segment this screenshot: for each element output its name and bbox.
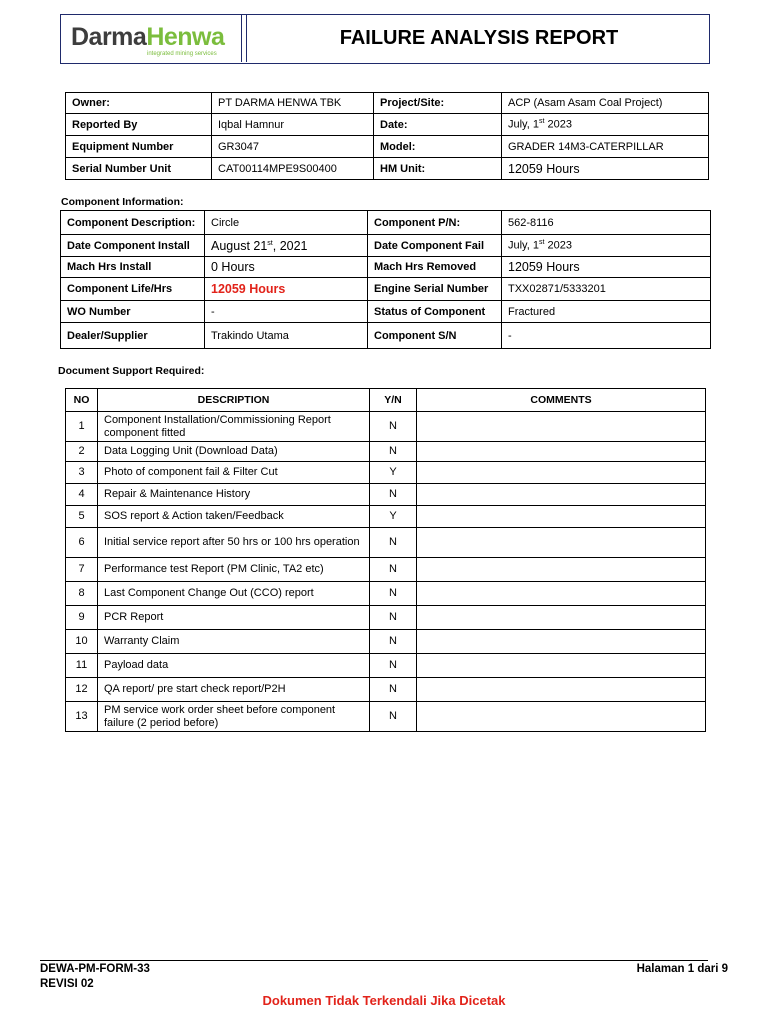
- table-row: [66, 558, 706, 582]
- table-row: [61, 235, 711, 257]
- component-pn-value: 562-8116: [502, 211, 711, 235]
- row-number: 8: [66, 582, 98, 606]
- row-comment: [417, 702, 706, 732]
- table-row: [66, 506, 706, 528]
- page-number: Halaman 1 dari 9: [636, 963, 728, 975]
- col-header-comments: COMMENTS: [417, 389, 706, 412]
- report-header: [60, 14, 710, 64]
- table-row: [66, 462, 706, 484]
- row-yes-no: Y: [370, 462, 417, 484]
- table-row: [66, 702, 706, 732]
- component-description-label: Component Description:: [61, 211, 205, 235]
- reported-by-value: Iqbal Hamnur: [212, 114, 374, 136]
- dealer-label: Dealer/Supplier: [61, 323, 205, 349]
- row-number: 5: [66, 506, 98, 528]
- table-row: [66, 528, 706, 558]
- table-row: [66, 114, 709, 136]
- col-header-no: NO: [66, 389, 98, 412]
- col-header-description: DESCRIPTION: [98, 389, 370, 412]
- table-row: [66, 582, 706, 606]
- table-row: [66, 678, 706, 702]
- row-description: Warranty Claim: [98, 630, 370, 654]
- table-row: [61, 211, 711, 235]
- row-description: SOS report & Action taken/Feedback: [98, 506, 370, 528]
- row-description: Performance test Report (PM Clinic, TA2 etc): [98, 558, 370, 582]
- table-row: [66, 630, 706, 654]
- company-logo: [61, 15, 242, 62]
- row-comment: [417, 606, 706, 630]
- component-sn-label: Component S/N: [368, 323, 502, 349]
- row-yes-no: N: [370, 630, 417, 654]
- row-number: 11: [66, 654, 98, 678]
- row-number: 2: [66, 442, 98, 462]
- component-info-table: [60, 210, 711, 349]
- serial-number-label: Serial Number Unit: [66, 158, 212, 180]
- table-row: [66, 136, 709, 158]
- row-number: 3: [66, 462, 98, 484]
- row-comment: [417, 528, 706, 558]
- row-comment: [417, 506, 706, 528]
- component-pn-label: Component P/N:: [368, 211, 502, 235]
- row-description: Repair & Maintenance History: [98, 484, 370, 506]
- row-number: 1: [66, 412, 98, 442]
- dealer-value: Trakindo Utama: [205, 323, 368, 349]
- date-install-value: August 21st, 2021: [205, 235, 368, 257]
- row-number: 12: [66, 678, 98, 702]
- engine-serial-value: TXX02871/5333201: [502, 278, 711, 301]
- model-label: Model:: [374, 136, 502, 158]
- owner-label: Owner:: [66, 93, 212, 114]
- row-yes-no: N: [370, 678, 417, 702]
- document-rows: [66, 412, 706, 732]
- mach-hrs-install-value: 0 Hours: [205, 257, 368, 278]
- row-yes-no: N: [370, 442, 417, 462]
- row-comment: [417, 558, 706, 582]
- revision: REVISI 02: [40, 978, 94, 990]
- table-header-row: [66, 389, 706, 412]
- logo-text-darma: Darma: [71, 23, 147, 51]
- footer-divider: [40, 960, 708, 961]
- serial-number-value: CAT00114MPE9S00400: [212, 158, 374, 180]
- table-row: [66, 158, 709, 180]
- table-row: [66, 412, 706, 442]
- row-description: Last Component Change Out (CCO) report: [98, 582, 370, 606]
- status-label: Status of Component: [368, 301, 502, 323]
- logo-text-henwa: Henwa: [146, 23, 225, 51]
- table-row: [61, 301, 711, 323]
- row-number: 10: [66, 630, 98, 654]
- equipment-number-label: Equipment Number: [66, 136, 212, 158]
- row-comment: [417, 654, 706, 678]
- hm-unit-value: 12059 Hours: [502, 158, 709, 180]
- row-comment: [417, 412, 706, 442]
- date-value: July, 1st 2023: [502, 114, 709, 136]
- equipment-number-value: GR3047: [212, 136, 374, 158]
- owner-value: PT DARMA HENWA TBK: [212, 93, 374, 114]
- project-label: Project/Site:: [374, 93, 502, 114]
- row-description: Photo of component fail & Filter Cut: [98, 462, 370, 484]
- row-yes-no: Y: [370, 506, 417, 528]
- wo-number-value: -: [205, 301, 368, 323]
- table-row: [66, 606, 706, 630]
- row-comment: [417, 462, 706, 484]
- component-life-value: 12059 Hours: [205, 278, 368, 301]
- documents-section-label: Document Support Required:: [58, 365, 205, 377]
- row-comment: [417, 678, 706, 702]
- uncontrolled-notice: Dokumen Tidak Terkendali Jika Dicetak: [262, 993, 506, 1008]
- table-row: [66, 93, 709, 114]
- table-row: [66, 484, 706, 506]
- model-value: GRADER 14M3-CATERPILLAR: [502, 136, 709, 158]
- status-value: Fractured: [502, 301, 711, 323]
- row-yes-no: N: [370, 582, 417, 606]
- table-row: [66, 442, 706, 462]
- row-number: 9: [66, 606, 98, 630]
- logo-tagline: integrated mining services: [147, 51, 217, 57]
- row-yes-no: N: [370, 528, 417, 558]
- reported-by-label: Reported By: [66, 114, 212, 136]
- row-comment: [417, 630, 706, 654]
- mach-hrs-removed-label: Mach Hrs Removed: [368, 257, 502, 278]
- wo-number-label: WO Number: [61, 301, 205, 323]
- row-number: 7: [66, 558, 98, 582]
- engine-serial-label: Engine Serial Number: [368, 278, 502, 301]
- row-yes-no: N: [370, 654, 417, 678]
- row-yes-no: N: [370, 484, 417, 506]
- row-number: 13: [66, 702, 98, 732]
- table-row: [61, 323, 711, 349]
- form-code: DEWA-PM-FORM-33: [40, 963, 150, 975]
- row-description: QA report/ pre start check report/P2H: [98, 678, 370, 702]
- page-title: FAILURE ANALYSIS REPORT: [339, 27, 619, 49]
- row-yes-no: N: [370, 558, 417, 582]
- row-yes-no: N: [370, 702, 417, 732]
- table-row: [66, 654, 706, 678]
- row-yes-no: N: [370, 412, 417, 442]
- hm-unit-label: HM Unit:: [374, 158, 502, 180]
- row-description: PCR Report: [98, 606, 370, 630]
- row-comment: [417, 582, 706, 606]
- table-row: [61, 278, 711, 301]
- date-fail-value: July, 1st 2023: [502, 235, 711, 257]
- table-row: [61, 257, 711, 278]
- row-description: Initial service report after 50 hrs or 100 hrs operation: [98, 528, 370, 558]
- component-sn-value: -: [502, 323, 711, 349]
- date-fail-label: Date Component Fail: [368, 235, 502, 257]
- row-number: 4: [66, 484, 98, 506]
- row-description: PM service work order sheet before component failure (2 period before): [98, 702, 370, 732]
- row-yes-no: N: [370, 606, 417, 630]
- row-description: Payload data: [98, 654, 370, 678]
- component-life-label: Component Life/Hrs: [61, 278, 205, 301]
- row-comment: [417, 484, 706, 506]
- project-value: ACP (Asam Asam Coal Project): [502, 93, 709, 114]
- date-label: Date:: [374, 114, 502, 136]
- row-description: Component Installation/Commissioning Report component fitted: [98, 412, 370, 442]
- row-comment: [417, 442, 706, 462]
- date-install-label: Date Component Install: [61, 235, 205, 257]
- row-number: 6: [66, 528, 98, 558]
- row-description: Data Logging Unit (Download Data): [98, 442, 370, 462]
- component-description-value: Circle: [205, 211, 368, 235]
- document-support-table: [65, 388, 706, 732]
- col-header-yn: Y/N: [370, 389, 417, 412]
- mach-hrs-removed-value: 12059 Hours: [502, 257, 711, 278]
- mach-hrs-install-label: Mach Hrs Install: [61, 257, 205, 278]
- general-info-table: [65, 92, 709, 180]
- component-section-label: Component Information:: [61, 196, 184, 208]
